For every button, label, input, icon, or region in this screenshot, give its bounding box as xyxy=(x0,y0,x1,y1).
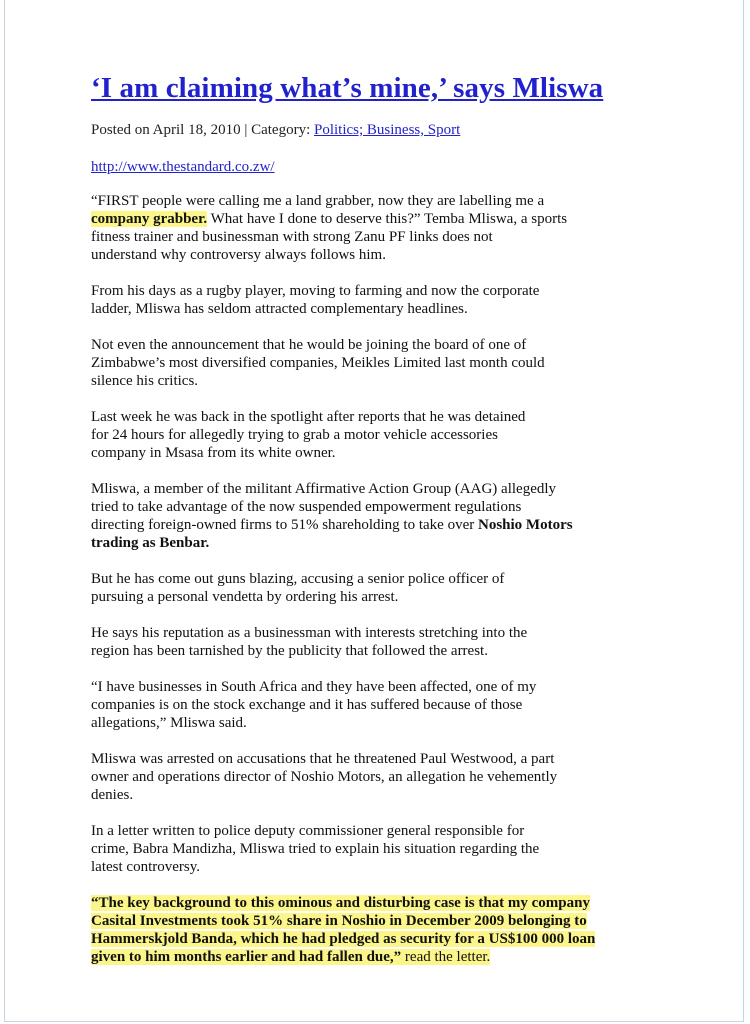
p9-line3: denies. xyxy=(91,787,134,803)
p6-line2: pursuing a personal vendetta by ordering his arrest. xyxy=(91,589,399,605)
article-title[interactable]: ‘I am claiming what’s mine,’ says Mliswa xyxy=(91,72,604,104)
p6-line1: But he has come out guns blazing, accusing a senior police officer of xyxy=(91,571,505,587)
p3-line1: Not even the announcement that he would be joining the board of one of xyxy=(91,337,527,353)
p7-line2: region has been tarnished by the publicity that followed the arrest. xyxy=(91,643,488,659)
paragraph-1 xyxy=(91,192,651,264)
category-link[interactable]: Politics; Business, Sport xyxy=(314,122,461,138)
p10-line1: In a letter written to police deputy commissioner general responsible for xyxy=(91,823,525,839)
p3-line3: silence his critics. xyxy=(91,373,199,389)
p2-line1: From his days as a rugby player, moving to farming and now the corporate xyxy=(91,283,540,299)
paragraph-8 xyxy=(91,678,651,732)
p4-line2: for 24 hours for allegedly trying to grab a motor vehicle accessories xyxy=(91,427,498,443)
p9-line2: owner and operations director of Noshio Motors, an allegation he vehemently xyxy=(91,769,558,785)
post-meta xyxy=(91,121,651,139)
p5-line2: tried to take advantage of the now suspended empowerment regulations xyxy=(91,499,522,515)
p11-line2: Casital Investments took 51% share in Noshio in December 2009 belonging to xyxy=(91,913,587,929)
highlight-company-grabber: company grabber. xyxy=(91,211,208,227)
article-body xyxy=(91,192,651,966)
paragraph-9 xyxy=(91,750,651,804)
paragraph-2 xyxy=(91,282,651,318)
post-date: Posted on April 18, 2010 | Category: xyxy=(91,122,314,138)
p11-line3: Hammerskjold Banda, which he had pledged as security for a US$100 000 loan xyxy=(91,931,596,947)
p1-line3: fitness trainer and businessman with strong Zanu PF links does not xyxy=(91,229,493,245)
p1-line4: understand why controversy always follows him. xyxy=(91,247,386,263)
p5-bold-benbar: trading as Benbar. xyxy=(91,535,210,551)
p8-line2: companies is on the stock exchange and it has suffered because of those xyxy=(91,697,523,713)
source-link[interactable]: http://www.thestandard.co.zw/ xyxy=(91,159,275,175)
p3-line2: Zimbabwe’s most diversified companies, Meikles Limited last month could xyxy=(91,355,545,371)
p8-line1: “I have businesses in South Africa and they have been affected, one of my xyxy=(91,679,537,695)
p1-line1: “FIRST people were calling me a land grabber, now they are labelling me a xyxy=(91,193,545,209)
p5-line1: Mliswa, a member of the militant Affirmative Action Group (AAG) allegedly xyxy=(91,481,557,497)
source xyxy=(91,158,651,176)
p8-line3: allegations,” Mliswa said. xyxy=(91,715,247,731)
paragraph-7 xyxy=(91,624,651,660)
p9-line1: Mliswa was arrested on accusations that he threatened Paul Westwood, a part xyxy=(91,751,555,767)
p4-line3: company in Msasa from its white owner. xyxy=(91,445,336,461)
paragraph-6 xyxy=(91,570,651,606)
p4-line1: Last week he was back in the spotlight after reports that he was detained xyxy=(91,409,526,425)
p11-line1: “The key background to this ominous and disturbing case is that my company xyxy=(91,895,590,911)
paragraph-3 xyxy=(91,336,651,390)
p5-line3: directing foreign-owned firms to 51% shareholding to take over xyxy=(91,517,478,533)
paragraph-11-highlighted-quote xyxy=(91,894,651,966)
p5-bold-noshio: Noshio Motors xyxy=(477,517,573,533)
article xyxy=(91,70,651,966)
p10-line3: latest controversy. xyxy=(91,859,200,875)
p10-line2: crime, Babra Mandizha, Mliswa tried to explain his situation regarding the xyxy=(91,841,540,857)
p11-line4: given to him months earlier and had fallen due,” xyxy=(91,949,402,965)
paragraph-4 xyxy=(91,408,651,462)
p11-line4-rest: read the letter. xyxy=(401,949,491,965)
p1-line2: What have I done to deserve this?” Temba Mliswa, a sports xyxy=(207,211,568,227)
p7-line1: He says his reputation as a businessman with interests stretching into the xyxy=(91,625,528,641)
paragraph-10 xyxy=(91,822,651,876)
paragraph-5 xyxy=(91,480,651,552)
p2-line2: ladder, Mliswa has seldom attracted complementary headlines. xyxy=(91,301,468,317)
